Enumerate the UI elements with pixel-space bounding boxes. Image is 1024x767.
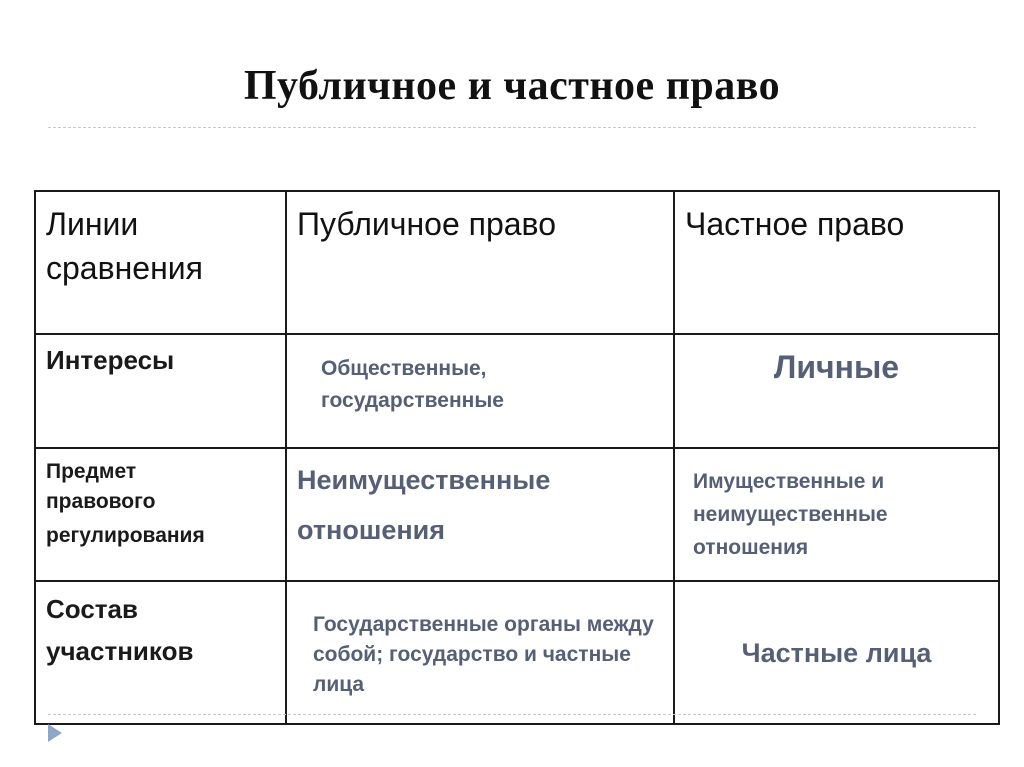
row-label-subject xyxy=(36,449,285,551)
public-value-cell xyxy=(286,581,674,724)
header-cell xyxy=(35,191,286,334)
header-public-law: Публичное право xyxy=(297,206,556,242)
header-cell xyxy=(286,191,674,334)
private-value-cell xyxy=(674,334,999,448)
row-label-interests: Интересы xyxy=(46,345,175,375)
page-title: Публичное и частное право xyxy=(243,63,781,109)
row-label-subject-line-3: регулирования xyxy=(46,524,205,547)
table-row xyxy=(35,448,999,581)
private-participants-value: Частные лица xyxy=(741,638,932,668)
header-comparison-lines: Линии сравнения xyxy=(46,206,203,286)
public-interests-value: Общественные, государственные xyxy=(321,357,504,412)
row-label-cell xyxy=(35,334,286,448)
triangle-right-icon[interactable] xyxy=(48,724,62,742)
row-label-cell xyxy=(35,448,286,581)
header-cell xyxy=(674,191,999,334)
row-label-subject-line-1: Предмет xyxy=(46,460,137,483)
public-subject-value: Неимущественные отношения xyxy=(297,465,551,545)
row-label-subject-line-2: правового xyxy=(46,490,156,513)
row-label-cell xyxy=(35,581,286,724)
public-participants-value: Государственные органы между собой; государство и частные лица xyxy=(313,613,654,696)
table-row xyxy=(35,334,999,448)
header-private-law: Частное право xyxy=(685,206,905,242)
public-value-cell xyxy=(286,448,674,581)
table-row xyxy=(35,581,999,724)
private-interests-value: Личные xyxy=(773,349,900,385)
footer-divider xyxy=(48,714,976,715)
private-subject-value: Имущественные и неимущественные отношения xyxy=(693,470,888,559)
row-label-participants: Состав участников xyxy=(46,594,194,666)
private-value-cell xyxy=(674,448,999,581)
private-value-cell xyxy=(674,581,999,724)
public-value-cell xyxy=(286,334,674,448)
comparison-table xyxy=(34,190,1000,725)
title-divider xyxy=(48,127,976,128)
table-header-row xyxy=(35,191,999,334)
